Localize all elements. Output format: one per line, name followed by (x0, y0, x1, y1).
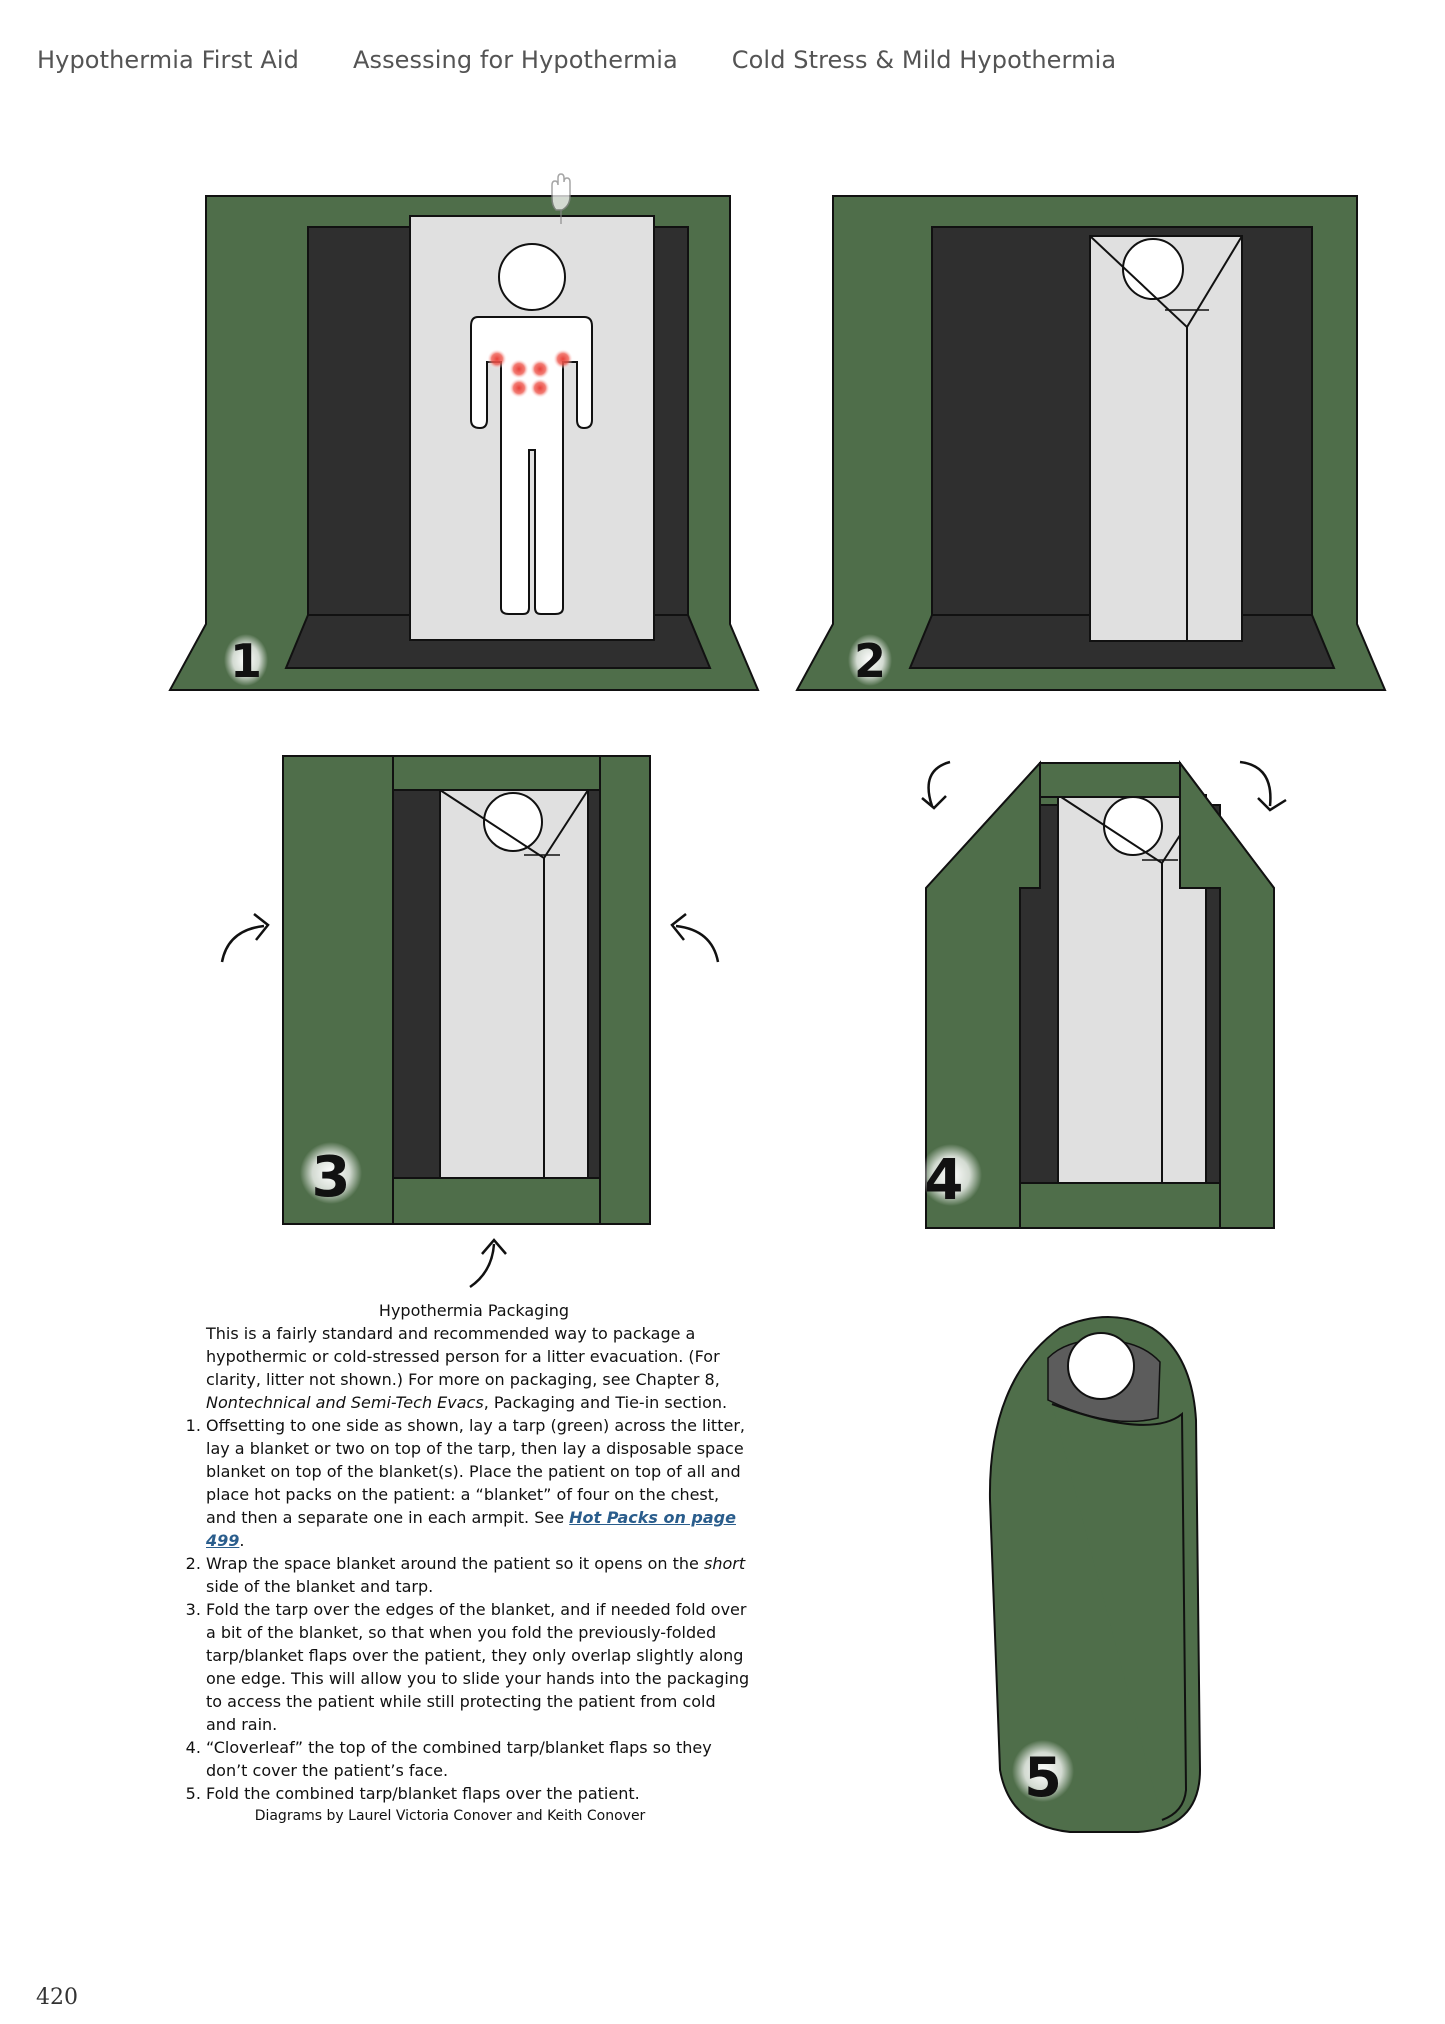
diagram-credit: Diagrams by Laurel Victoria Conover and Keith Conover (254, 1808, 646, 1824)
caption-intro: This is a fairly standard and recommended way to package a hypothermic or cold-stressed person for a litter evacuation. (For clarity, litter not shown.) For more on packaging, see Chapter 8, Nontechnical and Semi-Tech Evacs, Packaging and Tie-in section. (206, 1324, 728, 1412)
step-5-label: 5 (1024, 1746, 1062, 1809)
list-item: 2. Wrap the space blanket around the patient so it opens on the short side of the blanket and tarp. (206, 1552, 750, 1598)
list-item: 1. Offsetting to one side as shown, lay a tarp (green) across the litter, lay a blanket or two on top of the tarp, then lay a disposable space blanket on top of the blanket(s). Place the patient on top of all and place hot packs on the patient: a “blanket” of four on the chest, and then a separate one in each armpit. See Hot Packs on page 499. (206, 1414, 750, 1552)
step-3-label: 3 (311, 1145, 351, 1210)
step-5-diagram (990, 1317, 1200, 1832)
step-1-label: 1 (229, 634, 263, 688)
hot-pack (509, 378, 529, 398)
step-3-diagram (222, 756, 718, 1287)
hot-pack (487, 349, 507, 369)
tab-cold-stress-mild-hypothermia[interactable]: Cold Stress & Mild Hypothermia (731, 46, 1117, 74)
tab-hypothermia-first-aid[interactable]: Hypothermia First Aid (37, 46, 299, 74)
list-item: 4. “Cloverleaf” the top of the combined tarp/blanket flaps so they don’t cover the patient’s face. (206, 1736, 750, 1782)
step-2-label: 2 (853, 634, 887, 688)
hot-pack (530, 378, 550, 398)
hot-pack (553, 349, 573, 369)
tab-assessing-for-hypothermia[interactable]: Assessing for Hypothermia (352, 46, 678, 74)
step-4-label: 4 (924, 1148, 964, 1213)
hot-pack (530, 359, 550, 379)
list-item: 5. Fold the combined tarp/blanket flaps over the patient. (206, 1782, 750, 1805)
packaging-steps-list (180, 1414, 750, 1805)
step-2-diagram (797, 196, 1385, 690)
hot-pack (509, 359, 529, 379)
caption-title: Hypothermia Packaging (378, 1301, 570, 1320)
step-1-diagram (170, 174, 758, 690)
diagram-caption (180, 1299, 750, 1828)
list-item: 3. Fold the tarp over the edges of the blanket, and if needed fold over a bit of the blanket, so that when you fold the previously-folded tarp/blanket flaps over the patient, they only overlap slightly along one edge. This will allow you to slide your hands into the packaging to access the patient while still protecting the patient from cold and rain. (206, 1598, 750, 1736)
hot-packs-link[interactable]: Hot Packs on page 499 (206, 1508, 736, 1550)
page-number: 420 (36, 1985, 78, 2010)
step-4-diagram (920, 762, 1286, 1228)
